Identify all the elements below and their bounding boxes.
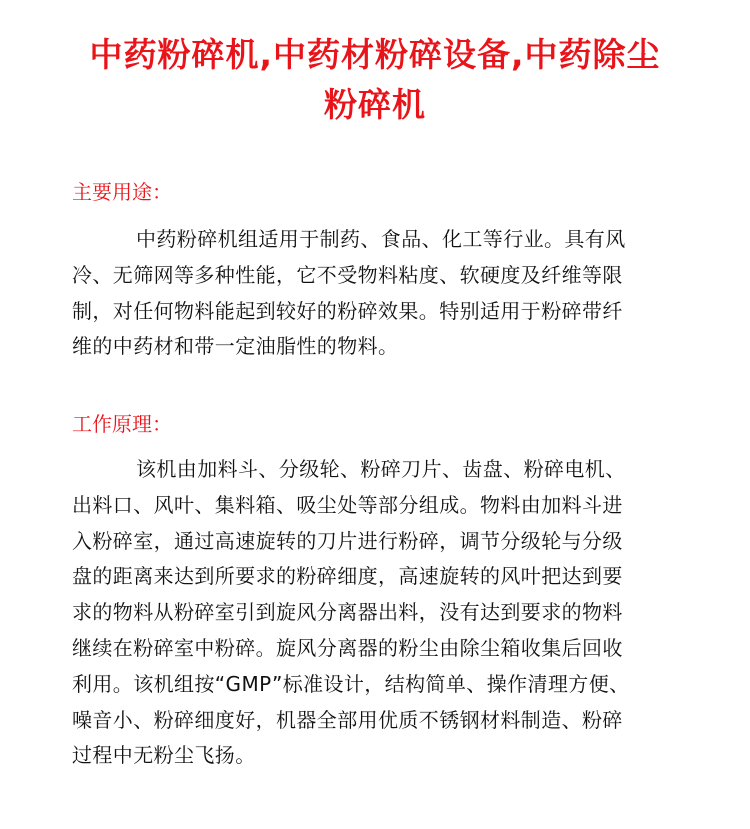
section-heading-usage: 主要用途： [72, 180, 172, 204]
text-line: 入粉碎室，通过高速旋转的刀片进行粉碎，调节分级轮与分级 [72, 528, 623, 553]
text-line: 利用。该机组按“GMP”标准设计，结构简单、操作清理方便、 [72, 671, 630, 696]
text-line: 冷、无筛网等多种性能，它不受物料粘度、软硬度及纤维等限 [72, 262, 623, 287]
text-line: 中药粉碎机组适用于制药、食品、化工等行业。具有风 [136, 227, 626, 251]
section-heading-principle: 工作原理： [72, 412, 172, 436]
title-line-2: 粉碎机 [324, 85, 426, 124]
text-line: 过程中无粉尘飞扬。 [72, 743, 256, 768]
text-line: 噪音小、粉碎细度好，机器全部用优质不锈钢材料制造、粉碎 [72, 707, 623, 732]
text-line: 出料口、风叶、集料箱、吸尘处等部分组成。物料由加料斗进 [72, 492, 623, 517]
title-line-1: 中药粉碎机,中药材粉碎设备,中药除尘 [89, 35, 661, 74]
text-line: 制，对任何物料能起到较好的粉碎效果。特别适用于粉碎带纤 [72, 298, 623, 323]
text-line: 继续在粉碎室中粉碎。旋风分离器的粉尘由除尘箱收集后回收 [72, 635, 623, 660]
text-line: 盘的距离来达到所要求的粉碎细度，高速旋转的风叶把达到要 [72, 564, 623, 589]
section-body-principle [72, 452, 692, 774]
section-body-usage [72, 222, 692, 365]
text-line: 该机由加料斗、分级轮、粉碎刀片、齿盘、粉碎电机、 [136, 457, 626, 481]
text-line: 维的中药材和带一定油脂性的物料。 [72, 334, 399, 359]
page-title [40, 30, 710, 130]
text-line: 求的物料从粉碎室引到旋风分离器出料，没有达到要求的物料 [72, 600, 623, 625]
